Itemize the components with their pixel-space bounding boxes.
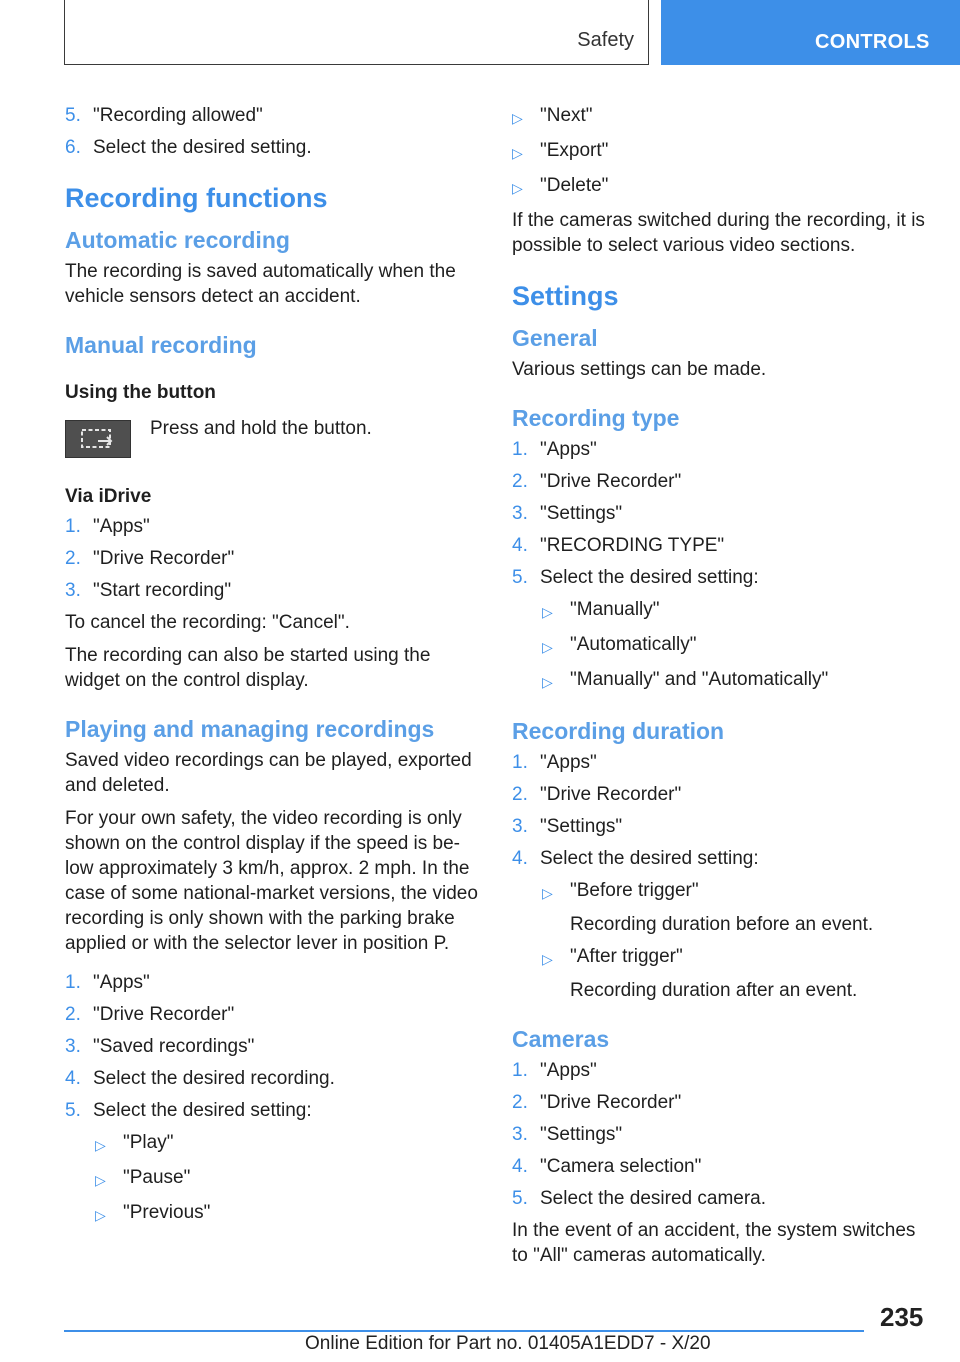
paragraph-cameras-switched: If the cameras switched during the recording, it is possible to select various video sections. (512, 210, 925, 256)
bullet-triangle-icon: ▷ (95, 1207, 106, 1223)
list-item-number: 2. (65, 1004, 81, 1025)
list-item-text: Select the desired setting: (540, 567, 759, 588)
list-cameras (512, 1058, 932, 1211)
heading-recording-functions: Recording functions (65, 183, 328, 213)
paragraph-accident: In the event of an accident, the system switches to "All" cameras automatically. (512, 1220, 916, 1266)
list-item (65, 1098, 483, 1123)
list-item-number: 6. (65, 137, 81, 158)
list-item-text: "Drive Recorder" (540, 471, 682, 492)
header-chapter-title: CONTROLS (815, 31, 930, 53)
list-item (65, 546, 483, 571)
list-item-text: "Settings" (540, 1124, 623, 1145)
list-item-text: "Saved recordings" (93, 1036, 255, 1057)
list-idrive (65, 514, 483, 603)
bullet-triangle-icon: ▷ (542, 674, 553, 690)
list-item-number: 1. (65, 972, 81, 993)
bullet-text: "Before trigger" (570, 880, 699, 901)
bullet-text: "Previous" (123, 1202, 211, 1223)
bullet-triangle-icon: ▷ (512, 145, 523, 161)
heading-playing-managing: Playing and managing recordings (65, 716, 435, 742)
paragraph-widget: The recording can also be started using the widget on the control display. (65, 645, 431, 691)
heading-settings: Settings (512, 281, 619, 311)
bullet-text: "Export" (540, 140, 609, 161)
list-item (65, 1066, 483, 1091)
bullets-continued (482, 103, 932, 201)
bullet-triangle-icon: ▷ (542, 604, 553, 620)
bullet-subtext: Recording duration before an event. (570, 914, 874, 935)
bullet-item (512, 597, 932, 625)
list-recording-duration (512, 750, 932, 871)
bullets-playing (65, 1130, 483, 1228)
list-item (512, 1122, 932, 1147)
list-item (512, 469, 932, 494)
right-column (512, 103, 932, 1268)
list-item-text: "Apps" (540, 752, 597, 773)
list-item (512, 501, 932, 526)
list-item-number: 2. (65, 548, 81, 569)
left-column (65, 103, 483, 1235)
bullet-item (512, 667, 932, 695)
heading-manual-recording: Manual recording (65, 332, 257, 358)
bullet-item (482, 138, 932, 166)
list-item-number: 3. (512, 1124, 528, 1145)
list-item-text: "RECORDING TYPE" (540, 535, 725, 556)
bullet-text: "Delete" (540, 175, 609, 196)
heading-automatic-recording: Automatic recording (65, 227, 290, 253)
paragraph-cancel: To cancel the recording: "Cancel". (65, 612, 350, 633)
list-item-number: 5. (512, 1188, 528, 1209)
heading-using-button: Using the button (65, 382, 216, 403)
bullet-text: "Play" (123, 1132, 174, 1153)
list-item (512, 565, 932, 590)
list-continued (65, 103, 483, 160)
list-item (512, 1186, 932, 1211)
paragraph-general: Various settings can be made. (512, 359, 767, 380)
list-item-number: 4. (512, 535, 528, 556)
heading-recording-duration: Recording duration (512, 718, 725, 744)
header-chapter-box (661, 0, 960, 65)
bullet-item (65, 1200, 483, 1228)
list-item (512, 846, 932, 871)
list-item-number: 3. (65, 580, 81, 601)
button-instruction (65, 416, 483, 458)
list-item (512, 1058, 932, 1083)
list-item (512, 437, 932, 462)
list-item-number: 5. (512, 567, 528, 588)
heading-cameras: Cameras (512, 1026, 610, 1052)
list-item (65, 578, 483, 603)
list-item-number: 2. (512, 471, 528, 492)
list-recording-type (512, 437, 932, 590)
bullet-subtext: Recording duration after an event. (570, 980, 858, 1001)
bullets-recording-type (512, 597, 932, 695)
list-item-number: 3. (512, 816, 528, 837)
paragraph-press-hold: Press and hold the button. (150, 418, 372, 439)
list-item-text: "Settings" (540, 816, 623, 837)
bullet-item (65, 1130, 483, 1158)
list-item (65, 103, 483, 128)
bullet-triangle-icon: ▷ (95, 1137, 106, 1153)
list-item-number: 1. (512, 752, 528, 773)
bullet-text: "Next" (540, 105, 593, 126)
bullet-item (512, 878, 932, 937)
list-item-text: "Apps" (540, 439, 597, 460)
footer-rule (64, 1330, 864, 1332)
list-item-text: "Start recording" (93, 580, 232, 601)
header-section-title: Safety (577, 29, 634, 51)
list-item-number: 1. (65, 516, 81, 537)
paragraph-automatic: The recording is saved automatically when the vehicle sensors detect an accident. (65, 261, 456, 307)
list-item (65, 514, 483, 539)
bullet-triangle-icon: ▷ (542, 951, 553, 967)
bullet-item (512, 944, 932, 1003)
list-item (65, 1034, 483, 1059)
heading-general: General (512, 325, 598, 351)
bullet-text: "Pause" (123, 1167, 191, 1188)
list-item (65, 1002, 483, 1027)
list-item-number: 4. (512, 848, 528, 869)
list-item-text: Select the desired recording. (93, 1068, 335, 1089)
list-item-text: "Camera selection" (540, 1156, 702, 1177)
bullet-item (512, 632, 932, 660)
list-item (512, 1090, 932, 1115)
bullet-text: "After trigger" (570, 946, 683, 967)
list-item-number: 5. (65, 1100, 81, 1121)
list-item-text: Select the desired setting: (93, 1100, 312, 1121)
list-item-number: 5. (65, 105, 81, 126)
list-item-text: "Drive Recorder" (540, 1092, 682, 1113)
footer-edition: Online Edition for Part no. 01405A1EDD7 - X/20 (305, 1333, 711, 1354)
bullet-item (482, 173, 932, 201)
bullet-triangle-icon: ▷ (512, 180, 523, 196)
list-item-text: "Recording allowed" (93, 105, 263, 126)
list-playing (65, 970, 483, 1123)
list-item-text: "Apps" (93, 972, 150, 993)
bullet-triangle-icon: ▷ (542, 639, 553, 655)
page-number: 235 (880, 1302, 924, 1332)
list-item-number: 2. (512, 1092, 528, 1113)
list-item-text: "Drive Recorder" (93, 548, 235, 569)
list-item-text: "Drive Recorder" (93, 1004, 235, 1025)
bullet-triangle-icon: ▷ (542, 885, 553, 901)
list-item (512, 814, 932, 839)
bullet-item (482, 103, 932, 131)
list-item (512, 1154, 932, 1179)
list-item (512, 533, 932, 558)
bullet-triangle-icon: ▷ (512, 110, 523, 126)
list-item-number: 1. (512, 439, 528, 460)
list-item (65, 970, 483, 995)
list-item-text: "Apps" (93, 516, 150, 537)
list-item (512, 782, 932, 807)
list-item-number: 4. (65, 1068, 81, 1089)
heading-via-idrive: Via iDrive (65, 486, 152, 507)
bullet-text: "Automatically" (570, 634, 697, 655)
list-item-text: "Drive Recorder" (540, 784, 682, 805)
list-item (512, 750, 932, 775)
list-item-text: Select the desired setting: (540, 848, 759, 869)
list-item-text: Select the desired setting. (93, 137, 312, 158)
bullet-text: "Manually" (570, 599, 660, 620)
list-item-text: "Apps" (540, 1060, 597, 1081)
list-item-number: 3. (512, 503, 528, 524)
bullet-triangle-icon: ▷ (95, 1172, 106, 1188)
header-section-box (64, 0, 649, 65)
heading-recording-type: Recording type (512, 405, 680, 431)
list-item-text: "Settings" (540, 503, 623, 524)
list-item-number: 1. (512, 1060, 528, 1081)
bullets-recording-duration (512, 878, 932, 1003)
list-item-text: Select the desired camera. (540, 1188, 767, 1209)
list-item-number: 4. (512, 1156, 528, 1177)
paragraph-saved: Saved video recordings can be played, exported and deleted. (65, 750, 472, 796)
record-button-icon (65, 420, 131, 458)
list-item-number: 3. (65, 1036, 81, 1057)
list-item-number: 2. (512, 784, 528, 805)
list-item (65, 135, 483, 160)
bullet-item (65, 1165, 483, 1193)
bullet-text: "Manually" and "Automatically" (570, 669, 829, 690)
paragraph-safety: For your own safety, the video recording is only shown on the control display if the speed is be-low approximately 3 km/h, approx. 2 mph. In the case of some national-market versions, the video recording is only shown with the parking brake applied or with the selector lever in position P. (65, 808, 478, 954)
